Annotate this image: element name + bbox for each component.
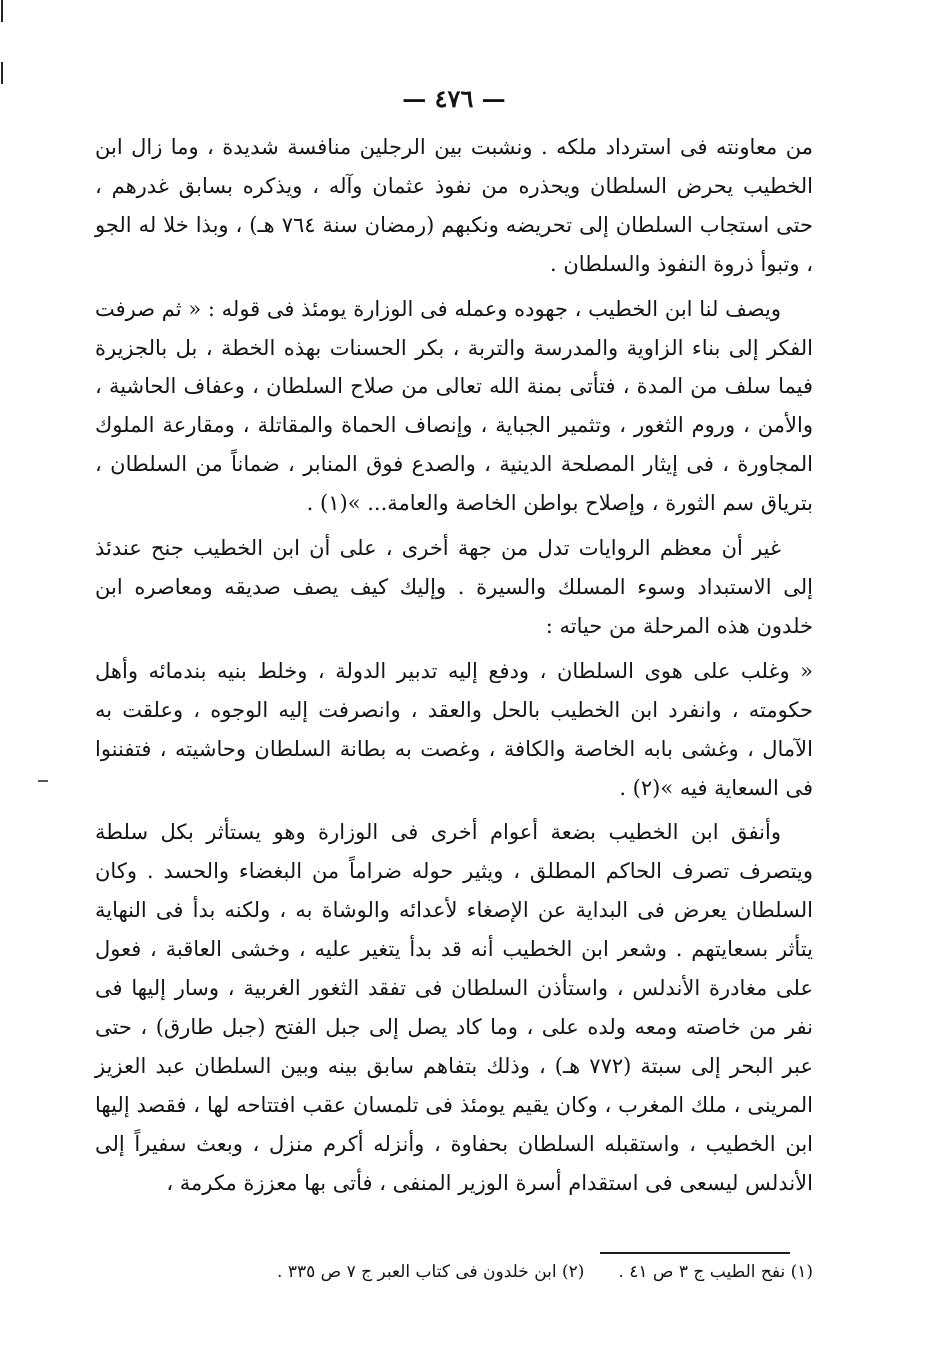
page-number: — ٤٧٦ — [402, 84, 506, 113]
paragraph-2 [95, 290, 813, 523]
book-page [95, 70, 813, 1202]
footnote-2: (٢) ابن خلدون فى كتاب العبر ج ٧ ص ٣٣٥ . [277, 1262, 585, 1282]
margin-mark [38, 780, 48, 782]
paragraph-1 [95, 128, 813, 284]
paragraph-text: ويصف لنا ابن الخطيب ، جهوده وعمله فى الوزارة يومئذ فى قوله : « ثم صرفت الفكر إلى بناء الزاوية والمدرسة والتربة ، بكر الحسنات بهذه الخطة ، بل بالجزيرة فيما سلف من المدة ، فتأتى بمنة الله تعالى من صلاح السلطان ، وعفاف الحاشية ، والأمن ، وروم الثغور ، وتثمير الجباية ، وإنصاف الحماة والمقاتلة ، ومقارعة الملوك المجاورة ، فى إيثار المصلحة الدينية ، والصدع فوق المنابر ، ضماناً من السلطان ، بترياق سم الثورة ، وإصلاح بواطن الخاصة والعامة... »(١) . [95, 296, 813, 516]
paragraph-5 [95, 813, 813, 1202]
paragraph-3 [95, 529, 813, 646]
paragraph-text: من معاونته فى استرداد ملكه . ونشبت بين الرجلين منافسة شديدة ، وما زال ابن الخطيب يحرض السلطان ويحذره من نفوذ عثمان وآله ، ويذكره بسابق غدرهم ، حتى استجاب السلطان إلى تحريضه ونكبهم (رمضان سنة ٧٦٤ هـ) ، وبذا خلا له الجو ، وتبوأ ذروة النفوذ والسلطان . [95, 135, 813, 276]
quotation-paragraph [95, 652, 813, 808]
scan-edge-mark-middle [1, 62, 3, 84]
footnotes [95, 1258, 813, 1286]
scan-edge-mark-top [1, 0, 3, 22]
footnote-divider [600, 1252, 790, 1254]
paragraph-text: « وغلب على هوى السلطان ، ودفع إليه تدبير الدولة ، وخلط بنيه بندمائه وأهل حكومته ، وانفرد ابن الخطيب بالحل والعقد ، وانصرفت إليه الوجوه ، وعلقت به الآمال ، وغشى بابه الخاصة والكافة ، وغصت به بطانة السلطان وحاشيته ، فتفننوا فى السعاية فيه »(٢) . [95, 658, 813, 800]
paragraph-text: وأنفق ابن الخطيب بضعة أعوام أخرى فى الوزارة وهو يستأثر بكل سلطة ويتصرف تصرف الحاكم المطلق ، ويثير حوله ضراماً من البغضاء والحسد . وكان السلطان يعرض فى البداية عن الإصغاء لأعدائه والوشاة به ، ولكنه بدأ فى النهاية يتأثر بسعايتهم . وشعر ابن الخطيب أنه قد بدأ يتغير عليه ، وخشى العاقبة ، فعول على مغادرة الأندلس ، واستأذن السلطان فى تفقد الثغور الغربية ، وسار إليها فى نفر من خاصته ومعه ولده على ، وما كاد يصل إلى جبل الفتح (جبل طارق) ، حتى عبر البحر إلى سبتة (٧٧٢ هـ) ، وذلك بتفاهم سابق بينه وبين السلطان عبد العزيز المرينى ، ملك المغرب ، وكان يقيم يومئذ فى تلمسان عقب افتتاحه لها ، فقصد إليها ابن الخطيب ، واستقبله السلطان بحفاوة ، وأنزله أكرم منزل ، وبعث سفيراً إلى الأندلس ليسعى فى استقدام أسرة الوزير المنفى ، فأتى بها معززة مكرمة ، [95, 820, 813, 1195]
footnote-1: (١) نفح الطيب ج ٣ ص ٤١ . [618, 1262, 813, 1282]
paragraph-text: غير أن معظم الروايات تدل من جهة أخرى ، على أن ابن الخطيب جنح عندئذ إلى الاستبداد وسوء المسلك والسيرة . وإليك كيف يصف صديقه ومعاصره ابن خلدون هذه المرحلة من حياته : [95, 536, 813, 638]
